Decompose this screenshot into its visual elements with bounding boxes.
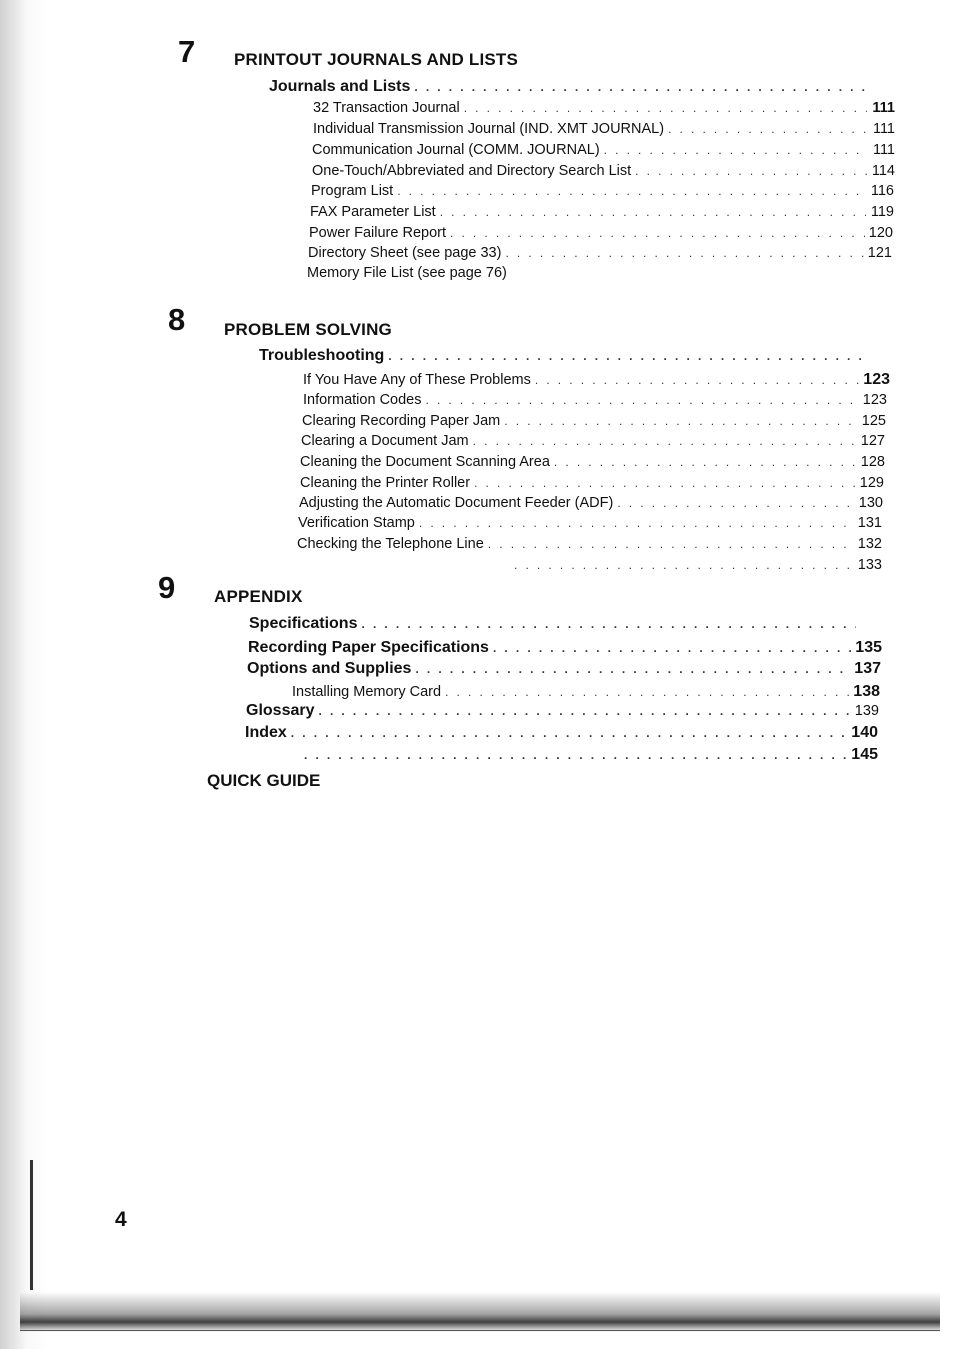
toc-entry-label: Power Failure Report: [309, 225, 446, 241]
toc-entry[interactable]: [303, 371, 890, 389]
toc-heading-index[interactable]: [245, 724, 878, 742]
chapter-8-title: PROBLEM SOLVING: [224, 320, 392, 339]
toc-entry-label: Cleaning the Document Scanning Area: [300, 454, 550, 470]
toc-heading-options-and-supplies[interactable]: [247, 660, 881, 678]
toc-page-number: 133: [857, 557, 882, 573]
toc-entry-label: Adjusting the Automatic Document Feeder (ADF): [299, 495, 614, 511]
toc-entry[interactable]: [309, 225, 893, 241]
toc-page-number: 123: [862, 392, 887, 408]
toc-page-number: 125: [861, 413, 886, 429]
toc-heading-label: Troubleshooting: [259, 347, 385, 364]
toc-page-number: 120: [868, 225, 893, 241]
dot-leader: [397, 184, 866, 198]
toc-page-number: 140: [851, 724, 878, 741]
toc-page-number: 119: [870, 204, 894, 220]
dot-leader: [604, 143, 867, 157]
toc-heading-label: Options and Supplies: [247, 660, 412, 677]
dot-leader: [504, 414, 858, 428]
toc-entry[interactable]: [292, 683, 880, 701]
dot-leader: [445, 685, 849, 699]
toc-entry[interactable]: [313, 121, 895, 137]
dot-leader: [361, 617, 856, 631]
toc-entry[interactable]: [510, 557, 882, 573]
chapter-7-title: PRINTOUT JOURNALS AND LISTS: [234, 50, 519, 69]
toc-entry-label: 32 Transaction Journal: [313, 100, 460, 116]
toc-heading-label: Glossary: [246, 702, 315, 719]
toc-entry[interactable]: [312, 142, 895, 158]
toc-entry-label: Individual Transmission Journal (IND. XMT JOURNAL): [313, 121, 665, 137]
toc-entry[interactable]: [300, 475, 884, 491]
dot-leader: [464, 101, 867, 115]
toc-entry-label: Cleaning the Printer Roller: [300, 475, 471, 491]
toc-entry[interactable]: [313, 100, 895, 116]
toc-page-number: 114: [871, 163, 895, 179]
toc-page-number: 127: [860, 433, 885, 449]
dot-leader: [514, 558, 854, 572]
toc-entry[interactable]: [308, 245, 892, 261]
binding-edge: [30, 1160, 33, 1290]
toc-entry-label: Directory Sheet (see page 33): [308, 245, 502, 261]
toc-page-number: 137: [854, 660, 881, 677]
dot-leader: [668, 122, 867, 136]
dot-leader: [291, 726, 848, 740]
toc-entry-label[interactable]: Memory File List (see page 76): [307, 265, 507, 281]
page-number: 4: [115, 1208, 127, 1231]
toc-page-number: 135: [855, 639, 882, 656]
dot-leader: [318, 704, 850, 718]
toc-entry-label: FAX Parameter List: [310, 204, 436, 220]
toc-page-number: 111: [872, 100, 895, 116]
toc-entry-label: Checking the Telephone Line: [297, 536, 484, 552]
dot-leader: [425, 393, 858, 407]
toc-page-number: 128: [860, 454, 885, 470]
toc-entry[interactable]: [298, 515, 882, 531]
toc-entry[interactable]: [310, 204, 894, 220]
dot-leader: [473, 434, 857, 448]
chapter-8-number: 8: [168, 302, 186, 337]
toc-page-number: 139: [854, 703, 879, 719]
toc-entry-label: Information Codes: [303, 392, 422, 408]
toc-heading-label: Index: [245, 724, 287, 741]
toc-page-number: 129: [859, 475, 884, 491]
toc-entry-label: Clearing Recording Paper Jam: [302, 413, 501, 429]
dot-leader: [493, 641, 851, 655]
toc-page-number: 111: [872, 142, 895, 158]
toc-page-number: 131: [857, 515, 882, 531]
dot-leader: [304, 748, 847, 762]
dot-leader: [388, 349, 863, 363]
chapter-7-number: 7: [178, 34, 196, 69]
dot-leader: [450, 226, 865, 240]
dot-leader: [440, 205, 866, 219]
chapter-9-title: APPENDIX: [214, 587, 303, 606]
toc-page-number: 132: [857, 536, 882, 552]
toc-entry-label: Verification Stamp: [298, 515, 415, 531]
toc-page-number: 121: [867, 245, 892, 261]
dot-leader: [617, 496, 854, 510]
toc-entry[interactable]: [300, 454, 885, 470]
toc-page-number: 116: [870, 183, 894, 199]
toc-entry[interactable]: [302, 413, 886, 429]
dot-leader: [415, 662, 850, 676]
toc-entry-label: If You Have Any of These Problems: [303, 372, 531, 388]
toc-entry[interactable]: [300, 746, 878, 764]
toc-heading-specifications[interactable]: [249, 615, 884, 633]
toc-entry[interactable]: [301, 433, 885, 449]
toc-entry-label: Communication Journal (COMM. JOURNAL): [312, 142, 600, 158]
toc-heading-journals-and-lists[interactable]: [269, 78, 895, 96]
toc-page-number: 138: [853, 683, 880, 700]
toc-entry-label: Clearing a Document Jam: [301, 433, 469, 449]
scan-edge-shadow: [0, 0, 48, 1349]
toc-entry-label: Program List: [311, 183, 394, 199]
scan-bottom-shadow: [20, 1292, 940, 1332]
dot-leader: [554, 455, 857, 469]
toc-heading-glossary[interactable]: [246, 702, 879, 720]
toc-entry[interactable]: [297, 536, 882, 552]
toc-entry[interactable]: [311, 183, 894, 199]
toc-heading-label: Journals and Lists: [269, 78, 411, 95]
toc-page-number: 123: [863, 371, 890, 388]
toc-entry[interactable]: [303, 392, 887, 408]
toc-entry-label: Installing Memory Card: [292, 684, 442, 700]
dot-leader: [414, 80, 867, 94]
dot-leader: [535, 373, 859, 387]
toc-entry[interactable]: [312, 163, 895, 179]
dot-leader: [635, 164, 867, 178]
toc-entry[interactable]: [299, 495, 883, 511]
dot-leader: [488, 537, 854, 551]
dot-leader: [474, 476, 856, 490]
toc-heading-recording-paper-specifications[interactable]: [248, 639, 882, 657]
toc-heading-label: Recording Paper Specifications: [248, 639, 489, 656]
chapter-9-number: 9: [158, 570, 176, 605]
dot-leader: [505, 246, 863, 260]
toc-heading-label: Specifications: [249, 615, 358, 632]
toc-page-number: 111: [872, 121, 895, 137]
page-bottom-edge: [20, 1330, 940, 1331]
toc-heading-troubleshooting[interactable]: [259, 347, 891, 365]
toc-page-number: 130: [858, 495, 883, 511]
toc-entry-label: One-Touch/Abbreviated and Directory Search List: [312, 163, 632, 179]
quick-guide-heading[interactable]: QUICK GUIDE: [207, 771, 321, 790]
dot-leader: [419, 516, 854, 530]
toc-page-number: 145: [851, 746, 878, 763]
